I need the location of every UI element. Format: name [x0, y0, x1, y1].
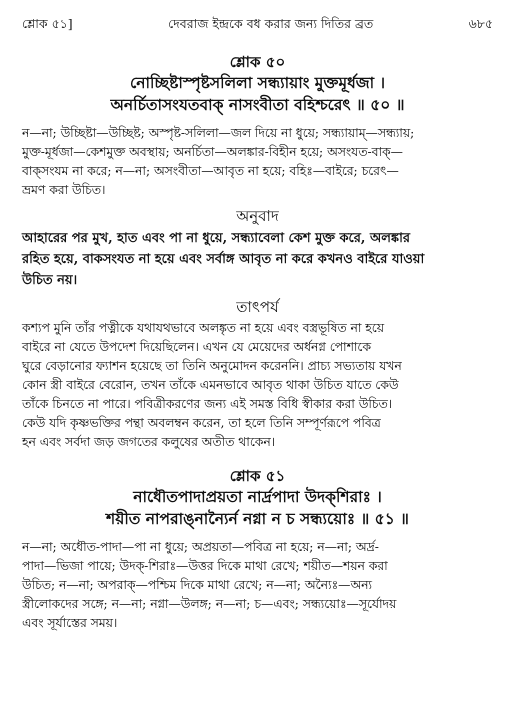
verse-51-line-2: শয়ীত নাপরাঙ্নান্যৈর্ন নগ্না ন চ সন্ধ্যয়োঃ ॥ ৫১ ॥	[106, 509, 409, 528]
synonyms-line: ন—না; উচ্ছিষ্টা—উচ্ছিষ্ট; অস্পৃষ্ট-সলিলা—জল দিয়ে না ধুয়ে; সন্ধ্যায়াম্—সন্ধ্যায়;	[22, 126, 415, 140]
translation-heading: অনুবাদ	[236, 207, 279, 225]
synonyms-line: পাদা—ভিজা পায়ে; উদক্-শিরাঃ—উত্তর দিকে মাথা রেখে; শয়ীত—শয়ন করা	[22, 559, 388, 573]
synonyms-line: ন—না; অধৌত-পাদা—পা না ধুয়ে; অপ্রয়তা—পবিত্র না হয়ে; ন—না; অর্দ্র-	[22, 540, 379, 554]
translation-text	[22, 228, 493, 291]
verse-51-heading: শ্লোক ৫১	[229, 467, 286, 485]
purport-line: কেউ যদি কৃষ্ণভক্তির পন্থা অবলম্বন করেন, তা হলে তিনি সম্পূর্ণরূপে পবিত্র	[22, 416, 381, 430]
verse-50-heading: শ্লোক ৫০	[229, 53, 286, 71]
purport-line: তাঁকে চিনতে না পারে। পবিত্রীকরণের জন্য এই সমস্ত বিধি স্বীকার করা উচিত।	[22, 397, 393, 411]
verse-50-line-1: নোচ্ছিষ্টাস্পৃষ্টসলিলা সন্ধ্যায়াং মুক্তমূর্ধজা ।	[129, 73, 386, 92]
purport-line: হন এবং সর্বদা জড় জগতের কলুষের অতীত থাকেন।	[22, 435, 276, 449]
purport-line: ঘুরে বেড়ানোর ফ্যাশন হয়েছে তা তিনি অনুমোদন করেননি। প্রাচ্য সভ্যতায় যখন	[22, 359, 402, 373]
translation-line: রহিত হয়ে, বাকসংযত না হয়ে এবং সর্বাঙ্গ আবৃত না করে কখনও বাইরে যাওয়া	[22, 252, 425, 267]
header-verse-ref: শ্লোক ৫১]	[22, 16, 73, 31]
verse-51-synonyms	[22, 538, 493, 633]
purport-heading: তাৎপর্য	[236, 298, 279, 316]
running-header	[22, 0, 493, 38]
header-chapter-title: দেবরাজ ইন্দ্রকে বধ করার জন্য দিতির ব্রত	[168, 16, 374, 31]
synonyms-line: এবং সূর্যাস্তের সময়।	[22, 616, 118, 630]
purport-line: বাইরে না যেতে উপদেশ দিয়েছিলেন। এখন যে মেয়েদের অর্ধনগ্ন পোশাকে	[22, 340, 371, 354]
purport-text	[22, 319, 493, 452]
purport-line: কশ্যপ মুনি তাঁর পত্নীকে যথাযথভাবে অলঙ্কৃত না হয়ে এবং বস্ত্রভূষিত না হয়ে	[22, 321, 384, 335]
translation-line: আহারের পর মুখ, হাত এবং পা না ধুয়ে, সন্ধ্যাবেলা কেশ মুক্ত করে, অলঙ্কার	[22, 231, 410, 246]
verse-50-synonyms	[22, 124, 493, 200]
page-number: ৬৮৫	[468, 16, 493, 31]
verse-51-line-1: নাধৌতপাদাপ্রয়তা নার্দ্রপাদা উদক্‌শিরাঃ ।	[133, 487, 382, 506]
purport-line: কোন স্ত্রী বাইরে বেরোন, তখন তাঁকে এমনভাবে আবৃত থাকা উচিত যাতে কেউ	[22, 378, 399, 392]
synonyms-line: বাক্‌সংযম না করে; ন—না; অসংবীতা—আবৃত না হয়ে; বহিঃ—বাইরে; চরেৎ—	[22, 164, 399, 178]
synonyms-line: মুক্ত-মূর্ধজা—কেশমুক্ত অবস্থায়; অনর্চিতা—অলঙ্কার-বিহীন হয়ে; অসংযত-বাক্—	[22, 145, 403, 159]
synonyms-line: স্ত্রীলোকদের সঙ্গে; ন—না; নগ্না—উলঙ্গ; ন—না; চ—এবং; সন্ধ্যয়োঃ—সূর্যোদয়	[22, 597, 397, 611]
verse-50-line-2: অনর্চিতাসংযতবাক্ নাসংবীতা বহিশ্চরেৎ ॥ ৫০ ॥	[110, 95, 405, 114]
synonyms-line: ভ্রমণ করা উচিত।	[22, 183, 106, 197]
synonyms-line: উচিত; ন—না; অপরাক্—পশ্চিম দিকে মাথা রেখে; ন—না; অন্যৈঃ—অন্য	[22, 578, 372, 592]
translation-line: উচিত নয়।	[22, 273, 78, 288]
